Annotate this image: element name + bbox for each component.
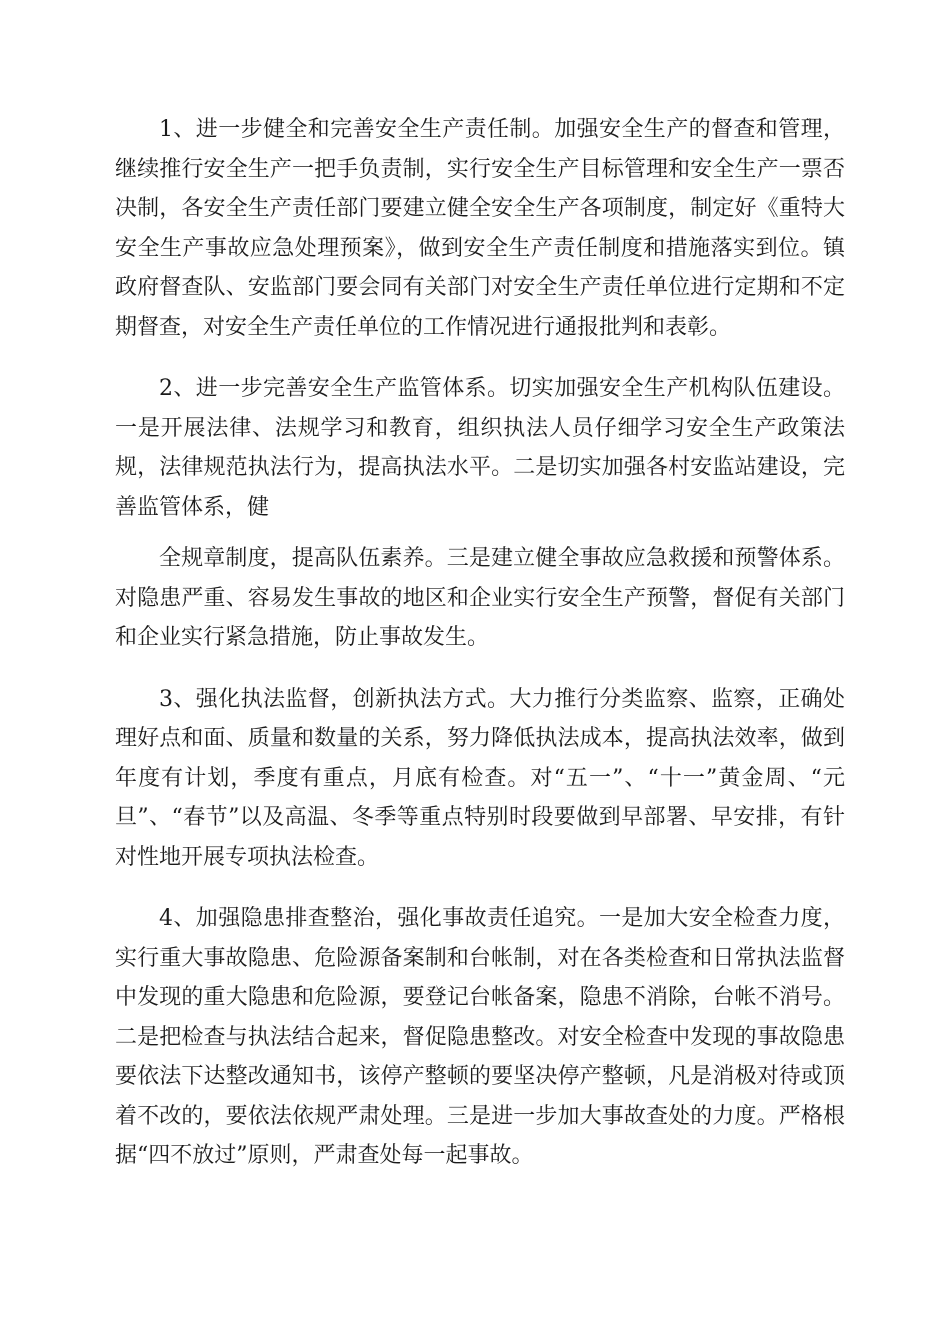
paragraph-2-continued: 全规章制度，提高队伍素养。三是建立健全事故应急救援和预警体系。对隐患严重、容易发生事故的地区和企业实行安全生产预警，督促有关部门和企业实行紧急措施，防止事故发生。 xyxy=(115,546,845,650)
paragraph-1: 1、进一步健全和完善安全生产责任制。加强安全生产的督查和管理，继续推行安全生产一把手负责制，实行安全生产目标管理和安全生产一票否决制，各安全生产责任部门要建立健全安全生产各项制度，制定好《重特大安全生产事故应急处理预案》，做到安全生产责任制度和措施落实到位。镇政府督查队、安监部门要会同有关部门对安全生产责任单位进行定期和不定期督查，对安全生产责任单位的工作情况进行通报批判和表彰。 xyxy=(115,117,845,340)
paragraph-4: 4、加强隐患排查整治，强化事故责任追究。一是加大安全检查力度，实行重大事故隐患、危险源备案制和台帐制，对在各类检查和日常执法监督中发现的重大隐患和危险源，要登记台帐备案，隐患不消除，台帐不消号。二是把检查与执法结合起来，督促隐患整改。对安全检查中发现的事故隐患要依法下达整改通知书，该停产整顿的要坚决停产整顿，凡是消极对待或顶着不改的，要依法依规严肃处理。三是进一步加大事故查处的力度。严格根据“四不放过”原则，严肃查处每一起事故。 xyxy=(115,906,845,1168)
paragraph-2: 2、进一步完善安全生产监管体系。切实加强安全生产机构队伍建设。一是开展法律、法规学习和教育，组织执法人员仔细学习安全生产政策法规，法律规范执法行为，提高执法水平。二是切实加强各村安监站建设，完善监管体系，健 xyxy=(115,376,845,520)
paragraph-3: 3、强化执法监督，创新执法方式。大力推行分类监察、监察，正确处理好点和面、质量和数量的关系，努力降低执法成本，提高执法效率，做到年度有计划，季度有重点，月底有检查。对“五一”、“十一”黄金周、“元旦”、“春节”以及高温、冬季等重点特别时段要做到早部署、早安排，有针对性地开展专项执法检查。 xyxy=(115,686,845,870)
document-body xyxy=(115,110,845,1198)
